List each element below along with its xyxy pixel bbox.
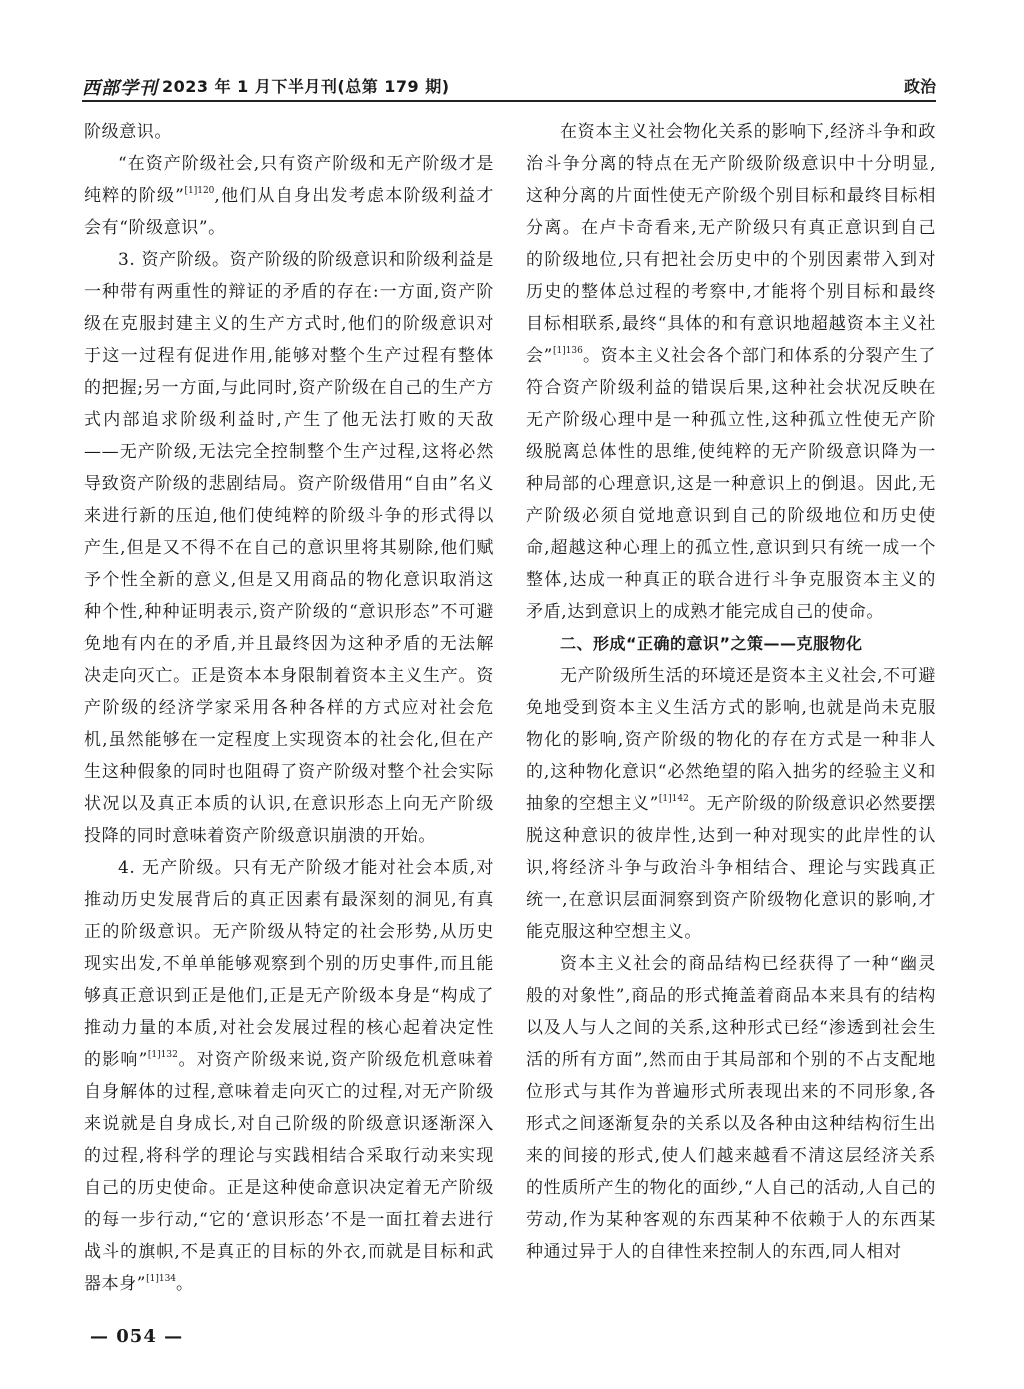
paragraph-text: 4. 无产阶级。只有无产阶级才能对社会本质,对推动历史发展背后的真正因素有最深刻的洞见,有真正的阶级意识。无产阶级从特定的社会形势,从历史现实出发,不单单能够观察到个别的历史事件,而且能够真正意识到正是他们,正是无产阶级本身是“构成了推动力量的本质,对社会发展过程的核心起着决定性的影响” [84,858,494,1070]
paragraph-text: 。资本主义社会各个部门和体系的分裂产生了符合资产阶级利益的错误后果,这种社会状况反映在无产阶级心理中是一种孤立性,这种孤立性使无产阶级脱离总体性的思维,使纯粹的无产阶级意识降为一种局部的心理意识,这是一种意识上的倒退。因此,无产阶级必须自觉地意识到自己的阶级地位和历史使命,超越这种心理上的孤立性,意识到只有统一成一个整体,达成一种真正的联合进行斗争克服资本主义的矛盾,达到意识上的成熟才能完成自己的使命。 [526,346,936,622]
paragraph-proletariat [84,852,494,1300]
paragraph-text: ,他们从自身出发考虑本阶级利益才会有“阶级意识”。 [84,186,494,238]
page-number: — 054 — [90,1326,184,1347]
paragraph-text: 。无产阶级的阶级意识必然要摆脱这种意识的彼岸性,达到一种对现实的此岸性的认识,将经济斗争与政治斗争相结合、理论与实践真正统一,在意识层面洞察到资产阶级物化意识的影响,才能克服这种空想主义。 [526,794,936,942]
paragraph-text: 。对资产阶级来说,资产阶级危机意味着自身解体的过程,意味着走向灭亡的过程,对无产阶级来说就是自身成长,对自己阶级的阶级意识逐渐深入的过程,将科学的理论与实践相结合采取行动来实现自己的历史使命。正是这种使命意识决定着无产阶级的每一步行动,“它的‘意识形态’不是一面扛着去进行战斗的旗帜,不是真正的目标的外衣,而就是目标和武器本身” [84,1050,494,1294]
left-column [84,116,494,1316]
section-heading: 二、形成“正确的意识”之策——克服物化 [560,634,863,653]
paragraph [526,116,936,628]
right-column [526,116,936,1316]
paragraph [84,148,494,244]
paragraph-text: 。 [176,1274,194,1294]
paragraph-text: 在资本主义社会物化关系的影响下,经济斗争和政治斗争分离的特点在无产阶级阶级意识中十分明显,这种分离的片面性使无产阶级个别目标和最终目标相分离。在卢卡奇看来,无产阶级只有真正意识到自己的阶级地位,只有把社会历史中的个别因素带入到对历史的整体总过程的考察中,才能将个别目标和最终目标相联系,最终“具体的和有意识地超越资本主义社会” [526,122,936,366]
citation-ref: [1]132 [147,1050,178,1060]
paragraph-continuation: 阶级意识。 [84,122,172,142]
section-label: 政治 [903,77,936,96]
paragraph: 资本主义社会的商品结构已经获得了一种“幽灵般的对象性”,商品的形式掩盖着商品本来具有的结构以及人与人之间的关系,这种形式已经“渗透到社会生活的所有方面”,然而由于其局部和个别的不占支配地位形式与其作为普遍形式所表现出来的不同形象,各形式之间逐渐复杂的关系以及各种由这种结构衍生出来的间接的形式,使人们越来越看不清这层经济关系的性质所产生的物化的面纱,“人自己的活动,人自己的劳动,作为某种客观的东西某种不依赖于人的东西某种通过异于人的自律性来控制人的东西,同人相对 [526,954,936,1262]
citation-ref: [1]142 [658,794,689,804]
paragraph-text: “在资产阶级社会,只有资产阶级和无产阶级才是纯粹的阶级” [84,154,494,206]
paragraph-text: 无产阶级所生活的环境还是资本主义社会,不可避免地受到资本主义生活方式的影响,也就是尚未克服物化的影响,资产阶级的物化的存在方式是一种非人的,这种物化意识“必然绝望的陷入拙劣的经验主义和抽象的空想主义” [526,666,936,814]
header-rule [82,100,936,102]
page-header [82,72,936,100]
issue-info: 2023 年 1 月下半月刊(总第 179 期) [162,77,450,96]
citation-ref: [1]136 [552,346,583,356]
paragraph [526,660,936,948]
citation-ref: [1]120 [184,186,215,196]
paragraph-bourgeoisie: 3. 资产阶级。资产阶级的阶级意识和阶级利益是一种带有两重性的辩证的矛盾的存在:一方面,资产阶级在克服封建主义的生产方式时,他们的阶级意识对于这一过程有促进作用,能够对整个生产过程有整体的把握;另一方面,与此同时,资产阶级在自己的生产方式内部追求阶级利益时,产生了他无法打败的天敌——无产阶级,无法完全控制整个生产过程,这将必然导致资产阶级的悲剧结局。资产阶级借用“自由”名义来进行新的压迫,他们使纯粹的阶级斗争的形式得以产生,但是又不得不在自己的意识里将其剔除,他们赋予个性全新的意义,但是又用商品的物化意识取消这种个性,种种证明表示,资产阶级的“意识形态”不可避免地有内在的矛盾,并且最终因为这种矛盾的无法解决走向灭亡。正是资本本身限制着资本主义生产。资产阶级的经济学家采用各种各样的方式应对社会危机,虽然能够在一定程度上实现资本的社会化,但在产生这种假象的同时也阻碍了资产阶级对整个社会实际状况以及真正本质的认识,在意识形态上向无产阶级投降的同时意味着资产阶级意识崩溃的开始。 [84,250,494,846]
journal-name: 西部学刊 [82,78,158,99]
citation-ref: [1]134 [146,1274,177,1284]
